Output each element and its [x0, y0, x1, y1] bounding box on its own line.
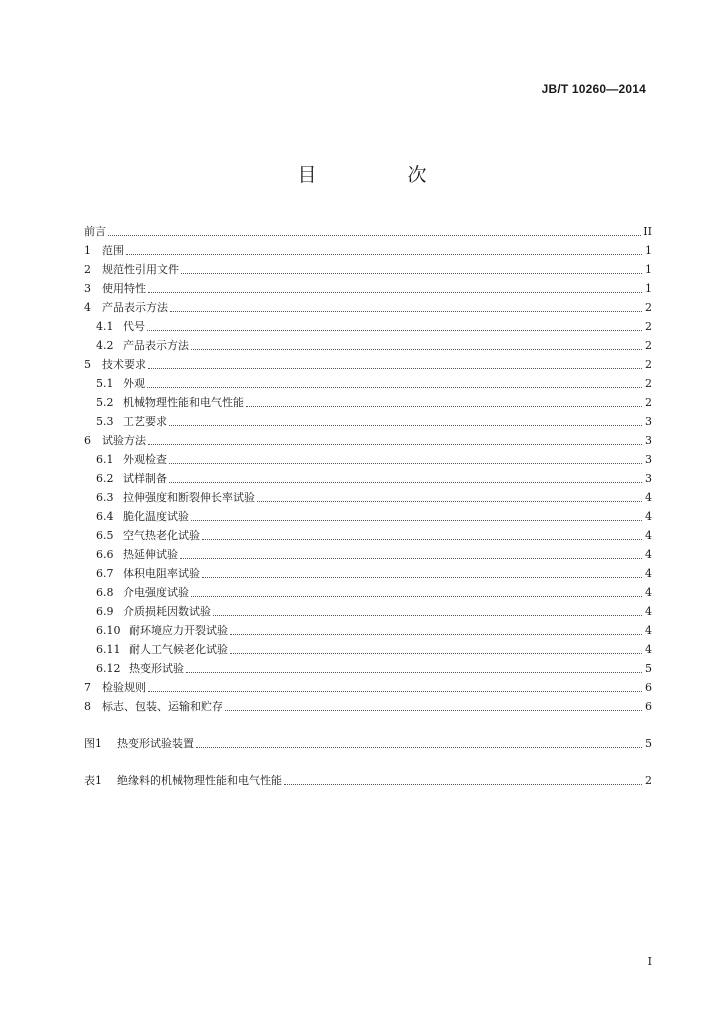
- toc-entry-label: 介电强度试验: [123, 586, 189, 599]
- dot-leader: [148, 367, 642, 369]
- toc-entry-label: 空气热老化试验: [123, 529, 200, 542]
- toc-entry-label: 产品表示方法: [123, 339, 189, 352]
- toc-entry-4-1[interactable]: [96, 316, 652, 334]
- toc-entry-label: 外观检查: [123, 453, 167, 466]
- toc-entry-page: 2: [645, 301, 652, 314]
- toc-entry-6-9[interactable]: [96, 601, 652, 619]
- dot-leader: [246, 405, 642, 407]
- toc-entry-page: 6: [645, 700, 652, 713]
- dot-leader: [169, 481, 642, 483]
- toc-entry-figure-1[interactable]: [84, 733, 652, 751]
- toc-entry-page: 5: [645, 737, 652, 750]
- dot-leader: [191, 519, 642, 521]
- dot-leader: [230, 633, 642, 635]
- toc-entry-page: 4: [645, 605, 652, 618]
- toc-entry-number: 5.3: [96, 415, 114, 428]
- dot-leader: [126, 253, 642, 255]
- toc-entry-label: 耐环境应力开裂试验: [129, 624, 228, 637]
- toc-entry-page: 3: [645, 415, 652, 428]
- dot-leader: [257, 500, 642, 502]
- toc-entry-page: 4: [645, 529, 652, 542]
- toc-entry-label: 体积电阻率试验: [123, 567, 200, 580]
- toc-entry-number: 6.3: [96, 491, 114, 504]
- toc-entry-number: 3: [84, 282, 91, 295]
- toc-entry-page: 4: [645, 548, 652, 561]
- dot-leader: [230, 652, 642, 654]
- toc-entry-page: 3: [645, 472, 652, 485]
- toc-entry-number: 图1: [84, 737, 102, 750]
- toc-entry-8[interactable]: [84, 696, 652, 714]
- toc-entry-label: 热变形试验: [129, 662, 184, 675]
- dot-leader: [148, 443, 642, 445]
- toc-entry-5-2[interactable]: [96, 392, 652, 410]
- toc-entry-6-2[interactable]: [96, 468, 652, 486]
- toc-entry-6-5[interactable]: [96, 525, 652, 543]
- toc-entry-6-11[interactable]: [96, 639, 652, 657]
- toc-entry-page: 2: [645, 358, 652, 371]
- toc-entry-6-12[interactable]: [96, 658, 652, 676]
- toc-entry-label: 拉伸强度和断裂伸长率试验: [123, 491, 255, 504]
- dot-leader: [169, 462, 642, 464]
- toc-entry-label: 试验方法: [102, 434, 146, 447]
- page-number: I: [647, 955, 652, 968]
- toc-entry-foreword[interactable]: [84, 221, 652, 239]
- toc-entry-4-2[interactable]: [96, 335, 652, 353]
- toc-entry-page: 4: [645, 586, 652, 599]
- dot-leader: [186, 671, 642, 673]
- toc-entry-number: 6.12: [96, 662, 121, 675]
- toc-entry-page: 1: [645, 244, 652, 257]
- toc-entry-label: 外观: [123, 377, 145, 390]
- toc-entry-label: 代号: [123, 320, 145, 333]
- toc-entry-5-3[interactable]: [96, 411, 652, 429]
- toc-entry-label: 热变形试验装置: [117, 737, 194, 750]
- toc-entry-label: 规范性引用文件: [102, 263, 179, 276]
- toc-entry-4[interactable]: [84, 297, 652, 315]
- dot-leader: [202, 576, 642, 578]
- toc-entry-6-3[interactable]: [96, 487, 652, 505]
- toc-entry-page: 1: [645, 263, 652, 276]
- toc-entry-label: 脆化温度试验: [123, 510, 189, 523]
- toc-entry-label: 耐人工气候老化试验: [129, 643, 228, 656]
- toc-entry-6-4[interactable]: [96, 506, 652, 524]
- toc-entry-label: 技术要求: [102, 358, 146, 371]
- toc-entry-label: 前言: [84, 225, 106, 238]
- toc-entry-number: 2: [84, 263, 91, 276]
- toc-entry-1[interactable]: [84, 240, 652, 258]
- toc-entry-page: 4: [645, 567, 652, 580]
- dot-leader: [284, 783, 642, 785]
- toc-entry-6-10[interactable]: [96, 620, 652, 638]
- dot-leader: [148, 291, 642, 293]
- toc-entry-page: 4: [645, 510, 652, 523]
- toc-entry-page: 1: [645, 282, 652, 295]
- dot-leader: [148, 690, 642, 692]
- toc-entry-number: 4: [84, 301, 91, 314]
- toc-entry-number: 6.6: [96, 548, 114, 561]
- toc-entry-page: 2: [645, 320, 652, 333]
- dot-leader: [191, 595, 642, 597]
- toc-entry-3[interactable]: [84, 278, 652, 296]
- dot-leader: [180, 557, 642, 559]
- toc-entry-5[interactable]: [84, 354, 652, 372]
- toc-entry-page: 2: [645, 396, 652, 409]
- dot-leader: [147, 329, 642, 331]
- toc-entry-table-1[interactable]: [84, 770, 652, 788]
- dot-leader: [213, 614, 642, 616]
- toc-entry-5-1[interactable]: [96, 373, 652, 391]
- toc-entry-7[interactable]: [84, 677, 652, 695]
- toc-entry-number: 4.1: [96, 320, 114, 333]
- dot-leader: [225, 709, 642, 711]
- toc-entry-number: 4.2: [96, 339, 114, 352]
- toc-entry-page: 4: [645, 643, 652, 656]
- dot-leader: [169, 424, 642, 426]
- toc-entry-label: 范围: [102, 244, 124, 257]
- toc-entry-number: 5.1: [96, 377, 114, 390]
- toc-entry-number: 6.11: [96, 643, 121, 656]
- toc-entry-number: 6.2: [96, 472, 114, 485]
- toc-entry-page: II: [643, 225, 652, 238]
- toc-entry-page: 2: [645, 377, 652, 390]
- toc-entry-2[interactable]: [84, 259, 652, 277]
- toc-entry-label: 标志、包装、运输和贮存: [102, 700, 223, 713]
- toc-entry-number: 5.2: [96, 396, 114, 409]
- toc-entry-number: 8: [84, 700, 91, 713]
- toc-entry-6-7[interactable]: [96, 563, 652, 581]
- toc-entry-number: 5: [84, 358, 91, 371]
- toc-entry-label: 试样制备: [123, 472, 167, 485]
- toc-entry-label: 热延伸试验: [123, 548, 178, 561]
- toc-entry-number: 6.7: [96, 567, 114, 580]
- dot-leader: [147, 386, 642, 388]
- toc-entry-number: 6.4: [96, 510, 114, 523]
- toc-entry-6[interactable]: [84, 430, 652, 448]
- toc-entry-number: 6.5: [96, 529, 114, 542]
- toc-title: 目 次: [297, 164, 463, 186]
- toc-entry-label: 工艺要求: [123, 415, 167, 428]
- toc-entry-page: 3: [645, 453, 652, 466]
- dot-leader: [191, 348, 642, 350]
- toc-entry-page: 4: [645, 491, 652, 504]
- toc-entry-number: 7: [84, 681, 91, 694]
- dot-leader: [108, 234, 641, 236]
- toc-entry-page: 2: [645, 774, 652, 787]
- toc-entry-number: 表1: [84, 774, 102, 787]
- toc-entry-number: 6.10: [96, 624, 121, 637]
- toc-entry-label: 介质损耗因数试验: [123, 605, 211, 618]
- toc-entry-number: 6.1: [96, 453, 114, 466]
- standard-number: JB/T 10260—2014: [541, 82, 646, 96]
- toc-entry-page: 6: [645, 681, 652, 694]
- toc-entry-label: 产品表示方法: [102, 301, 168, 314]
- toc-entry-label: 检验规则: [102, 681, 146, 694]
- toc-entry-label: 绝缘料的机械物理性能和电气性能: [117, 774, 282, 787]
- toc-entry-6-6[interactable]: [96, 544, 652, 562]
- toc-entry-6-1[interactable]: [96, 449, 652, 467]
- toc-entry-6-8[interactable]: [96, 582, 652, 600]
- toc-entry-page: 4: [645, 624, 652, 637]
- dot-leader: [181, 272, 642, 274]
- toc-entry-number: 1: [84, 244, 91, 257]
- toc-entry-number: 6: [84, 434, 91, 447]
- toc-entry-label: 机械物理性能和电气性能: [123, 396, 244, 409]
- toc-entry-page: 5: [645, 662, 652, 675]
- toc-entry-page: 2: [645, 339, 652, 352]
- toc-entry-number: 6.9: [96, 605, 114, 618]
- dot-leader: [202, 538, 642, 540]
- toc-entry-label: 使用特性: [102, 282, 146, 295]
- toc-entry-page: 3: [645, 434, 652, 447]
- toc-entry-number: 6.8: [96, 586, 114, 599]
- dot-leader: [170, 310, 642, 312]
- dot-leader: [196, 746, 642, 748]
